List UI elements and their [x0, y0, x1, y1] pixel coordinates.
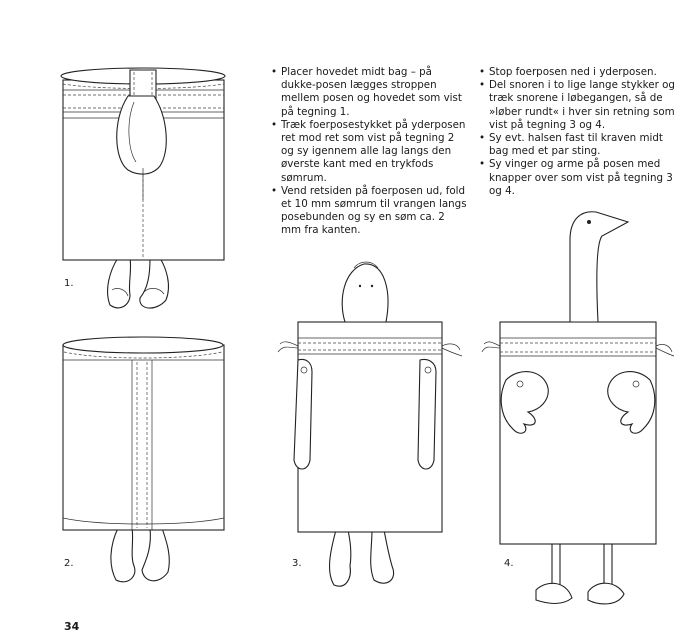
instruction-item: • Sy vinger og arme på posen med knapper over som vist på tegning 3 og 4.	[479, 158, 675, 198]
instructions-column-right	[479, 66, 675, 198]
figure-1-number: 1.	[64, 278, 74, 289]
instruction-item: • Sy evt. halsen fast til kraven midt bag med et par sting.	[479, 132, 675, 158]
instructions-column-left	[271, 66, 467, 238]
figure-4-number: 4.	[504, 558, 514, 569]
figure-3-drawing	[278, 262, 462, 586]
instruction-item: • Del snoren i to lige lange stykker og træk snorene i løbegangen, så de »løber rundt« i hver sin retning som vist på tegning 3 og 4.	[479, 79, 675, 132]
page-number: 34	[64, 620, 80, 633]
figure-1-drawing	[61, 68, 225, 308]
instruction-item: • Stop foerposen ned i yderposen.	[479, 66, 675, 79]
figure-2-number: 2.	[64, 558, 74, 569]
figure-3-number: 3.	[292, 558, 302, 569]
instruction-item: • Placer hovedet midt bag – på dukke-posen lægges stroppen mellem posen og hovedet som vist på tegning 1.	[271, 66, 467, 119]
instruction-item: • Træk foerposestykket på yderposen ret mod ret som vist på tegning 2 og sy igennem alle lag langs den øverste kant med en trykfods sømrum.	[271, 119, 467, 185]
figure-4-drawing	[482, 212, 674, 604]
figure-2-drawing	[63, 337, 224, 582]
instruction-item: • Vend retsiden på foerposen ud, fold et 10 mm sømrum til vrangen langs posebunden og sy en søm ca. 2 mm fra kanten.	[271, 185, 467, 238]
